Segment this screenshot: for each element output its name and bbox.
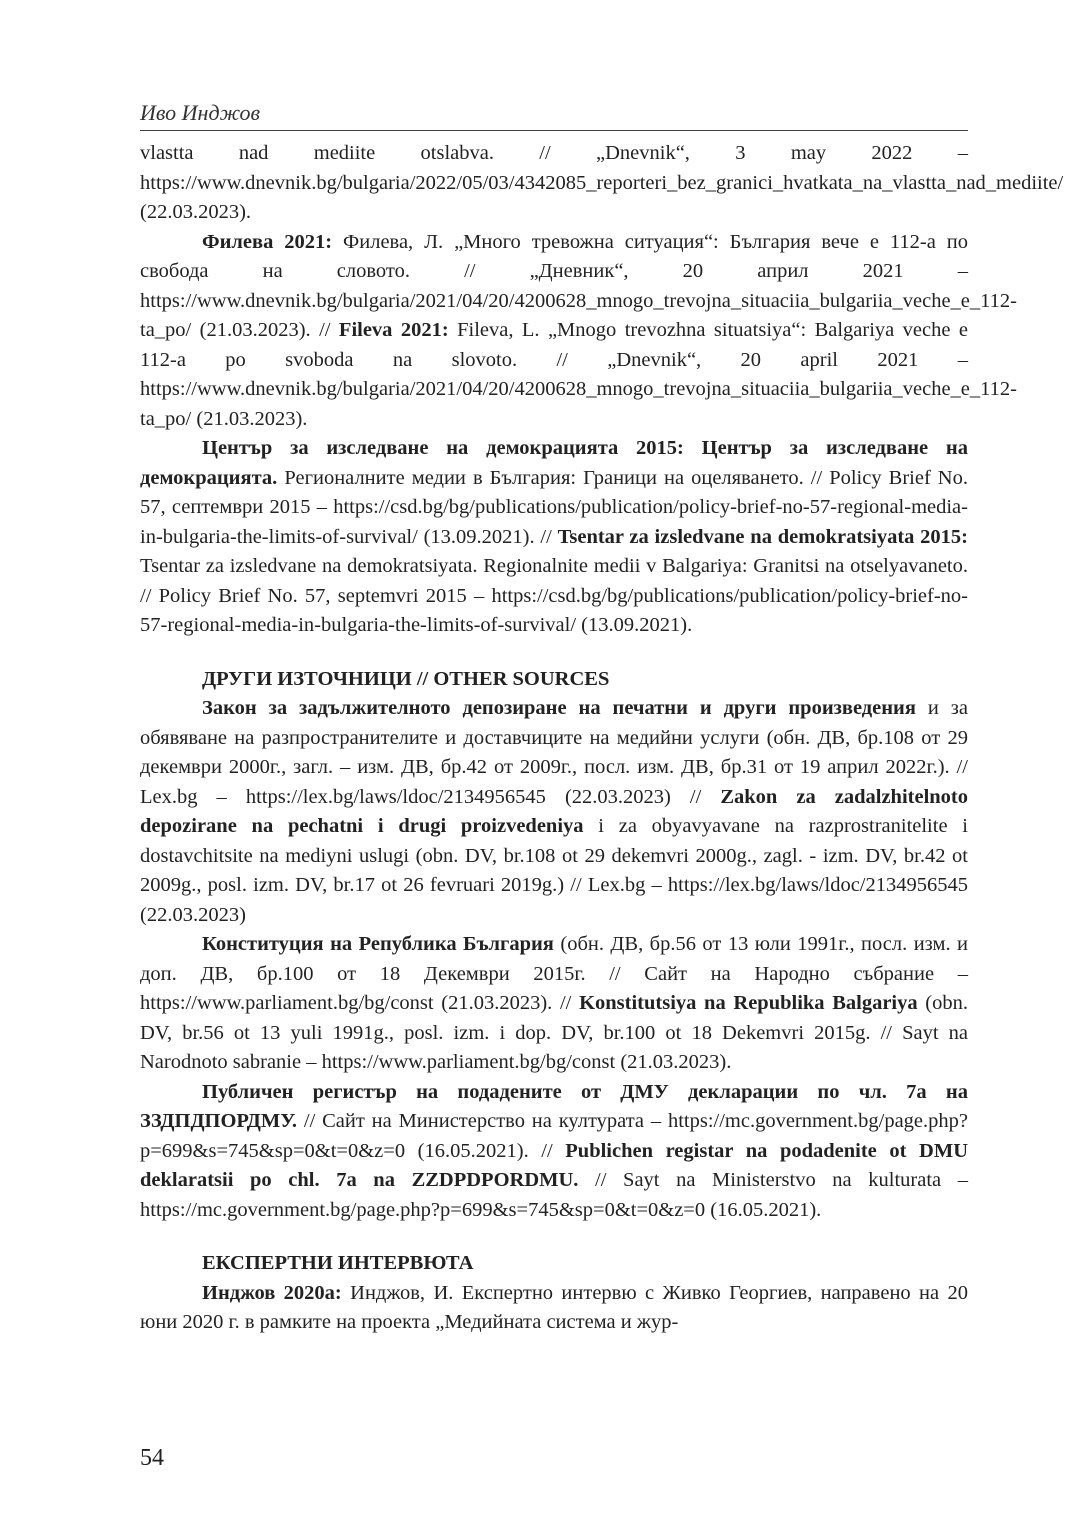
reference-key: Център за изследване на демокрацията 2015: Център за изследване на демокрацията. — [140, 437, 968, 489]
reference-text: Инджов, И. Експертно интервю с Живко Георгиев, направено на 20 юни 2020 г. в рамките на проекта „Медийната система и жур- — [140, 1281, 968, 1333]
section-title-other-sources: ДРУГИ ИЗТОЧНИЦИ // OTHER SOURCES — [202, 667, 610, 690]
reference-key: Конституция на Република България — [202, 933, 554, 955]
reference-text: Филева, Л. „Много тревожна ситуация“: България вече е 112-а по свобода на словото. // „Дневник“, 20 април 2021 – https://www.dnevnik.bg/bulgaria/2021/04/20/4200628_mnogo_trevojna_situaciia_bulgariia_veche_e_112-ta_po/ (21.03.2023). // — [140, 230, 1017, 341]
reference-entry — [140, 1078, 968, 1226]
reference-text: Регионалните медии в България: Граници на оцеляването. // Policy Brief No. 57, септември 2015 – https://csd.bg/bg/publications/publication/policy-brief-no-57-regional-media-in-bulgaria-the-limits-of-survival/ (13.09.2021). // — [140, 466, 968, 548]
reference-text-translit: // Sayt na Ministerstvo na kulturata – https://mc.government.bg/page.php?p=699&s=745&sp=0&t=0&z=0 (16.05.2021). — [140, 1169, 968, 1221]
reference-entry — [140, 434, 968, 641]
running-header: Иво Инджов — [140, 100, 968, 131]
reference-key: Закон за задължителното депозиране на печатни и други произведения — [202, 697, 916, 719]
reference-text: vlastta nad mediite otslabva. // „Dnevnik“, 3 may 2022 – https://www.dnevnik.bg/bulgaria/2022/05/03/4342085_reporteri_bez_granici_hvatkata_na_vlastta_nad_mediite/ (22.03.2023). — [140, 142, 1064, 223]
reference-text-translit: i za obyavyavane na razprostranitelite i dostavchitsite na mediyni uslugi (obn. DV, br.108 ot 29 dekemvri 2000g., zagl. - izm. DV, br.42 ot 2009g., posl. izm. DV, br.17 ot 26 fevruari 2019g.) // Lex.bg – https://lex.bg/laws/ldoc/2134956545 (22.03.2023) — [140, 815, 968, 926]
reference-key-translit: Zakon za zadalzhitelnoto depozirane na pechatni i drugi proizvedeniya — [140, 785, 968, 837]
reference-continuation — [140, 139, 1064, 228]
reference-text: // Сайт на Министерство на културата – https://mc.government.bg/page.php?p=699&s=745&sp=0&t=0&z=0 (16.05.2021). // — [140, 1110, 968, 1162]
page-number: 54 — [140, 1445, 164, 1471]
reference-key-translit: Konstitutsiya na Republika Balgariya — [579, 992, 918, 1014]
reference-text-translit: Fileva, L. „Mnogo trevozhna situatsiya“: Balgariya veche e 112-a po svoboda na slovoto. // „Dnevnik“, 20 april 2021 – https://www.dnevnik.bg/bulgaria/2021/04/20/4200628_mnogo_trevojna_situaciia_bulgariia_veche_e_112-ta_po/ (21.03.2023). — [140, 319, 1017, 430]
reference-entry — [140, 228, 1017, 435]
reference-entry — [140, 930, 968, 1078]
reference-text-translit: Tsentar za izsledvane na demokratsiyata. Regionalnite medii v Balgariya: Granitsi na otselyavaneto. // Policy Brief No. 57, septemvri 2015 – https://csd.bg/bg/publications/publication/policy-brief-no-57-regional-media-in-bulgaria-the-limits-of-survival/ (13.09.2021). — [140, 555, 968, 636]
reference-text: (обн. ДВ, бр.56 от 13 юли 1991г., посл. изм. и доп. ДВ, бр.100 от 18 Декември 2015г. // Сайт на Народно събрание – https://www.parliament.bg/bg/const (21.03.2023). // — [140, 933, 968, 1014]
reference-key: Инджов 2020а: — [202, 1281, 342, 1304]
reference-key-translit: Tsentar za izsledvane na demokratsiyata 2015: — [557, 525, 968, 548]
reference-key: Филева 2021: — [202, 230, 333, 253]
page-body — [140, 100, 1064, 1338]
reference-text-translit: (obn. DV, br.56 ot 13 yuli 1991g., posl. izm. i dop. DV, br.100 ot 18 Dekemvri 2015g. // Sayt na Narodnoto sabranie – https://www.parliament.bg/bg/const (21.03.2023). — [140, 992, 969, 1073]
reference-key-translit: Fileva 2021: — [338, 319, 449, 341]
reference-key: Публичен регистър на подадените от ДМУ декларации по чл. 7а на ЗЗДПДПОРДМУ. — [140, 1080, 968, 1132]
reference-entry — [140, 694, 968, 930]
section-title-expert-interviews: ЕКСПЕРТНИ ИНТЕРВЮТА — [202, 1252, 474, 1274]
reference-entry — [140, 1279, 968, 1338]
reference-text: и за обявяване на разпространителите и доставчиците на медийни услуги (обн. ДВ, бр.108 от 29 декември 2000г., загл. – изм. ДВ, бр.42 от 2009г., посл. изм. ДВ, бр.31 от 19 април 2022г.). // Lex.bg – https://lex.bg/laws/ldoc/2134956545 (22.03.2023) // — [140, 697, 968, 808]
reference-key-translit: Publichen registar na podadenite ot DMU deklaratsii po chl. 7a na ZZDPDPORDMU. — [140, 1139, 968, 1191]
